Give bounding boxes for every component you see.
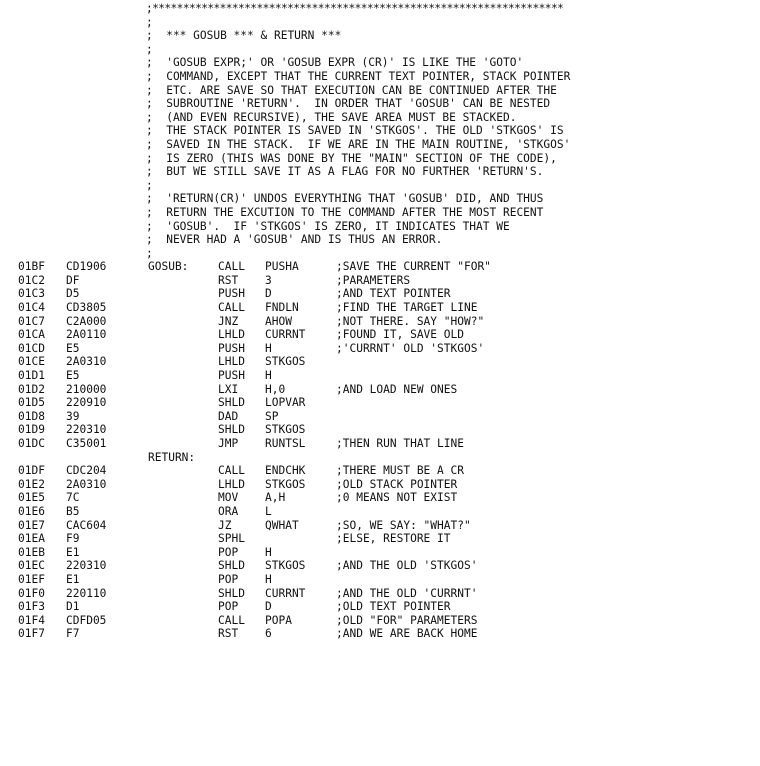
code-comment: ;AND THE OLD 'CURRNT'	[336, 586, 478, 600]
opcode-bytes: 220310	[66, 559, 107, 573]
code-line	[0, 301, 760, 315]
code-line	[0, 519, 760, 533]
comment-text: ; 'RETURN(CR)' UNDOS EVERYTHING THAT 'GOSUB' DID, AND THUS	[146, 192, 544, 206]
operand: STKGOS	[265, 355, 306, 369]
comment-line	[0, 179, 760, 193]
code-comment: ;'CURRNT' OLD 'STKGOS'	[336, 341, 485, 355]
operand: STKGOS	[265, 423, 306, 437]
code-line	[0, 478, 760, 492]
comment-line	[0, 29, 760, 43]
opcode-bytes: CDC204	[66, 464, 107, 478]
code-line	[0, 437, 760, 451]
opcode-bytes: CAC604	[66, 518, 107, 532]
mnemonic: PUSH	[218, 369, 245, 383]
code-comment: ;AND LOAD NEW ONES	[336, 382, 458, 396]
mnemonic: POP	[218, 545, 239, 559]
operand: LOPVAR	[265, 396, 306, 410]
address: 01E6	[18, 504, 45, 518]
operand: H,0	[265, 382, 286, 396]
comment-line	[0, 70, 760, 84]
mnemonic: CALL	[218, 301, 245, 315]
address: 01D5	[18, 396, 45, 410]
comment-text: ; ETC. ARE SAVE SO THAT EXECUTION CAN BE CONTINUED AFTER THE	[146, 83, 557, 97]
operand: CURRNT	[265, 586, 306, 600]
opcode-bytes: 39	[66, 409, 80, 423]
operand: H	[265, 341, 272, 355]
operand: D	[265, 287, 272, 301]
comment-line	[0, 138, 760, 152]
mnemonic: JNZ	[218, 314, 239, 328]
mnemonic: SHLD	[218, 559, 245, 573]
code-comment: ;PARAMETERS	[336, 273, 411, 287]
opcode-bytes: CD3805	[66, 301, 107, 315]
opcode-bytes: 2A0310	[66, 477, 107, 491]
mnemonic: LHLD	[218, 328, 245, 342]
comment-line	[0, 192, 760, 206]
comment-text: ; NEVER HAD A 'GOSUB' AND IS THUS AN ERROR.	[146, 233, 443, 247]
opcode-bytes: 2A0110	[66, 328, 107, 342]
code-line	[0, 383, 760, 397]
opcode-bytes: 220910	[66, 396, 107, 410]
address: 01DC	[18, 437, 45, 450]
code-line	[0, 600, 760, 614]
address: 01D8	[18, 409, 45, 423]
comment-line	[0, 220, 760, 234]
opcode-bytes: C2A000	[66, 314, 107, 328]
opcode-bytes: E5	[66, 369, 80, 383]
operand: SP	[265, 409, 279, 423]
address: 01F0	[18, 586, 45, 600]
operand: L	[265, 504, 272, 518]
address: 01D9	[18, 423, 45, 437]
code-line	[0, 342, 760, 356]
code-line	[0, 587, 760, 601]
mnemonic: DAD	[218, 409, 239, 423]
comment-line	[0, 2, 760, 16]
opcode-bytes: 7C	[66, 491, 80, 505]
comment-line	[0, 247, 760, 261]
comment-line	[0, 152, 760, 166]
code-line	[0, 423, 760, 437]
code-label: GOSUB:	[148, 260, 189, 274]
mnemonic: LXI	[218, 382, 239, 396]
comment-line	[0, 16, 760, 30]
opcode-bytes: DF	[66, 273, 80, 287]
operand: ENDCHK	[265, 464, 306, 478]
opcode-bytes: CDFD05	[66, 613, 107, 627]
code-comment: ;FIND THE TARGET LINE	[336, 301, 478, 315]
code-comment: ;SO, WE SAY: "WHAT?"	[336, 518, 471, 532]
comment-text: ;	[146, 42, 153, 56]
operand: H	[265, 545, 272, 559]
address: 01E7	[18, 518, 45, 532]
comment-line	[0, 56, 760, 70]
comment-text: ; SUBROUTINE 'RETURN'. IN ORDER THAT 'GOSUB' CAN BE NESTED	[146, 97, 551, 111]
code-line	[0, 410, 760, 424]
address: 01C2	[18, 273, 45, 287]
comment-text: ; COMMAND, EXCEPT THAT THE CURRENT TEXT POINTER, STACK POINTER	[146, 69, 571, 83]
mnemonic: CALL	[218, 260, 245, 274]
code-line	[0, 532, 760, 546]
mnemonic: PUSH	[218, 341, 245, 355]
code-comment: ;AND THE OLD 'STKGOS'	[336, 559, 478, 573]
separator-line: ;*******************************************************************	[146, 2, 564, 15]
code-comment: ;AND TEXT POINTER	[336, 287, 451, 301]
code-comment: ;THERE MUST BE A CR	[336, 464, 464, 478]
code-line	[0, 573, 760, 587]
comment-line	[0, 111, 760, 125]
opcode-bytes: D1	[66, 600, 80, 614]
address: 01C4	[18, 301, 45, 315]
address: 01F4	[18, 613, 45, 627]
code-line	[0, 328, 760, 342]
code-line	[0, 546, 760, 560]
code-line	[0, 559, 760, 573]
address: 01CD	[18, 341, 45, 355]
mnemonic: ORA	[218, 504, 239, 518]
mnemonic: SHLD	[218, 396, 245, 410]
mnemonic: JMP	[218, 437, 239, 450]
mnemonic: RST	[218, 627, 239, 641]
comment-line	[0, 84, 760, 98]
code-comment: ;THEN RUN THAT LINE	[336, 437, 464, 450]
address: 01EA	[18, 532, 45, 546]
operand: FNDLN	[265, 301, 299, 315]
operand: H	[265, 572, 272, 586]
comment-line	[0, 165, 760, 179]
assembly-listing	[0, 2, 760, 641]
mnemonic: POP	[218, 572, 239, 586]
comment-text: ; IS ZERO (THIS WAS DONE BY THE "MAIN" SECTION OF THE CODE),	[146, 151, 557, 165]
mnemonic: JZ	[218, 518, 232, 532]
code-line	[0, 614, 760, 628]
address: 01E5	[18, 491, 45, 505]
opcode-bytes: C35001	[66, 437, 107, 450]
code-line	[0, 451, 760, 465]
opcode-bytes: E1	[66, 572, 80, 586]
code-line	[0, 396, 760, 410]
code-line	[0, 369, 760, 383]
operand: AHOW	[265, 314, 292, 328]
mnemonic: SPHL	[218, 532, 245, 546]
address: 01D2	[18, 382, 45, 396]
address: 01C7	[18, 314, 45, 328]
comment-text: ; SAVED IN THE STACK. IF WE ARE IN THE MAIN ROUTINE, 'STKGOS'	[146, 137, 571, 151]
code-line	[0, 505, 760, 519]
opcode-bytes: 2A0310	[66, 355, 107, 369]
code-comment: ;FOUND IT, SAVE OLD	[336, 328, 464, 342]
address: 01F7	[18, 627, 45, 641]
operand: STKGOS	[265, 477, 306, 491]
mnemonic: SHLD	[218, 423, 245, 437]
mnemonic: RST	[218, 273, 239, 287]
address: 01EC	[18, 559, 45, 573]
opcode-bytes: 220310	[66, 423, 107, 437]
comment-line	[0, 43, 760, 57]
operand: RUNTSL	[265, 437, 306, 450]
address: 01E2	[18, 477, 45, 491]
code-line	[0, 355, 760, 369]
operand: STKGOS	[265, 559, 306, 573]
operand: QWHAT	[265, 518, 299, 532]
comment-text: ; THE STACK POINTER IS SAVED IN 'STKGOS'. THE OLD 'STKGOS' IS	[146, 124, 564, 138]
address: 01D1	[18, 369, 45, 383]
comment-text: ; (AND EVEN RECURSIVE), THE SAVE AREA MUST BE STACKED.	[146, 110, 517, 124]
address: 01C3	[18, 287, 45, 301]
comment-text: ;	[146, 246, 153, 260]
opcode-bytes: CD1906	[66, 260, 107, 274]
opcode-bytes: F9	[66, 532, 80, 546]
mnemonic: MOV	[218, 491, 239, 505]
operand: 6	[265, 627, 272, 641]
mnemonic: CALL	[218, 464, 245, 478]
operand: PUSHA	[265, 260, 299, 274]
opcode-bytes: E5	[66, 341, 80, 355]
mnemonic: PUSH	[218, 287, 245, 301]
code-line	[0, 464, 760, 478]
code-line	[0, 274, 760, 288]
mnemonic: LHLD	[218, 355, 245, 369]
opcode-bytes: B5	[66, 504, 80, 518]
opcode-bytes: 210000	[66, 382, 107, 396]
mnemonic: CALL	[218, 613, 245, 627]
code-line	[0, 260, 760, 274]
opcode-bytes: 220110	[66, 586, 107, 600]
address: 01DF	[18, 464, 45, 478]
comment-text: ;	[146, 15, 153, 29]
address: 01CE	[18, 355, 45, 369]
mnemonic: POP	[218, 600, 239, 614]
comment-line	[0, 97, 760, 111]
mnemonic: SHLD	[218, 586, 245, 600]
comment-text: ; 'GOSUB EXPR;' OR 'GOSUB EXPR (CR)' IS LIKE THE 'GOTO'	[146, 56, 524, 70]
operand: D	[265, 600, 272, 614]
address: 01BF	[18, 260, 45, 274]
comment-text: ; BUT WE STILL SAVE IT AS A FLAG FOR NO FURTHER 'RETURN'S.	[146, 165, 544, 179]
opcode-bytes: E1	[66, 545, 80, 559]
code-comment: ;OLD STACK POINTER	[336, 477, 458, 491]
operand: CURRNT	[265, 328, 306, 342]
address: 01EF	[18, 572, 45, 586]
operand: POPA	[265, 613, 292, 627]
operand: 3	[265, 273, 272, 287]
comment-text: ;	[146, 178, 153, 192]
comment-line	[0, 124, 760, 138]
code-label: RETURN:	[148, 450, 196, 464]
code-comment: ;ELSE, RESTORE IT	[336, 532, 451, 546]
code-comment: ;NOT THERE. SAY "HOW?"	[336, 314, 485, 328]
code-line	[0, 491, 760, 505]
code-comment: ;SAVE THE CURRENT "FOR"	[336, 260, 491, 274]
operand: A,H	[265, 491, 286, 505]
comment-line	[0, 206, 760, 220]
mnemonic: LHLD	[218, 477, 245, 491]
code-line	[0, 287, 760, 301]
operand: H	[265, 369, 272, 383]
code-comment: ;0 MEANS NOT EXIST	[336, 491, 458, 505]
code-comment: ;OLD "FOR" PARAMETERS	[336, 613, 478, 627]
address: 01EB	[18, 545, 45, 559]
comment-text: ; RETURN THE EXCUTION TO THE COMMAND AFTER THE MOST RECENT	[146, 205, 544, 219]
address: 01F3	[18, 600, 45, 614]
comment-text: ; 'GOSUB'. IF 'STKGOS' IS ZERO, IT INDICATES THAT WE	[146, 219, 510, 233]
opcode-bytes: F7	[66, 627, 80, 641]
opcode-bytes: D5	[66, 287, 80, 301]
code-line	[0, 627, 760, 641]
comment-line	[0, 233, 760, 247]
address: 01CA	[18, 328, 45, 342]
code-line	[0, 315, 760, 329]
code-comment: ;OLD TEXT POINTER	[336, 600, 451, 614]
comment-text: ; *** GOSUB *** & RETURN ***	[146, 29, 342, 43]
code-comment: ;AND WE ARE BACK HOME	[336, 627, 478, 641]
